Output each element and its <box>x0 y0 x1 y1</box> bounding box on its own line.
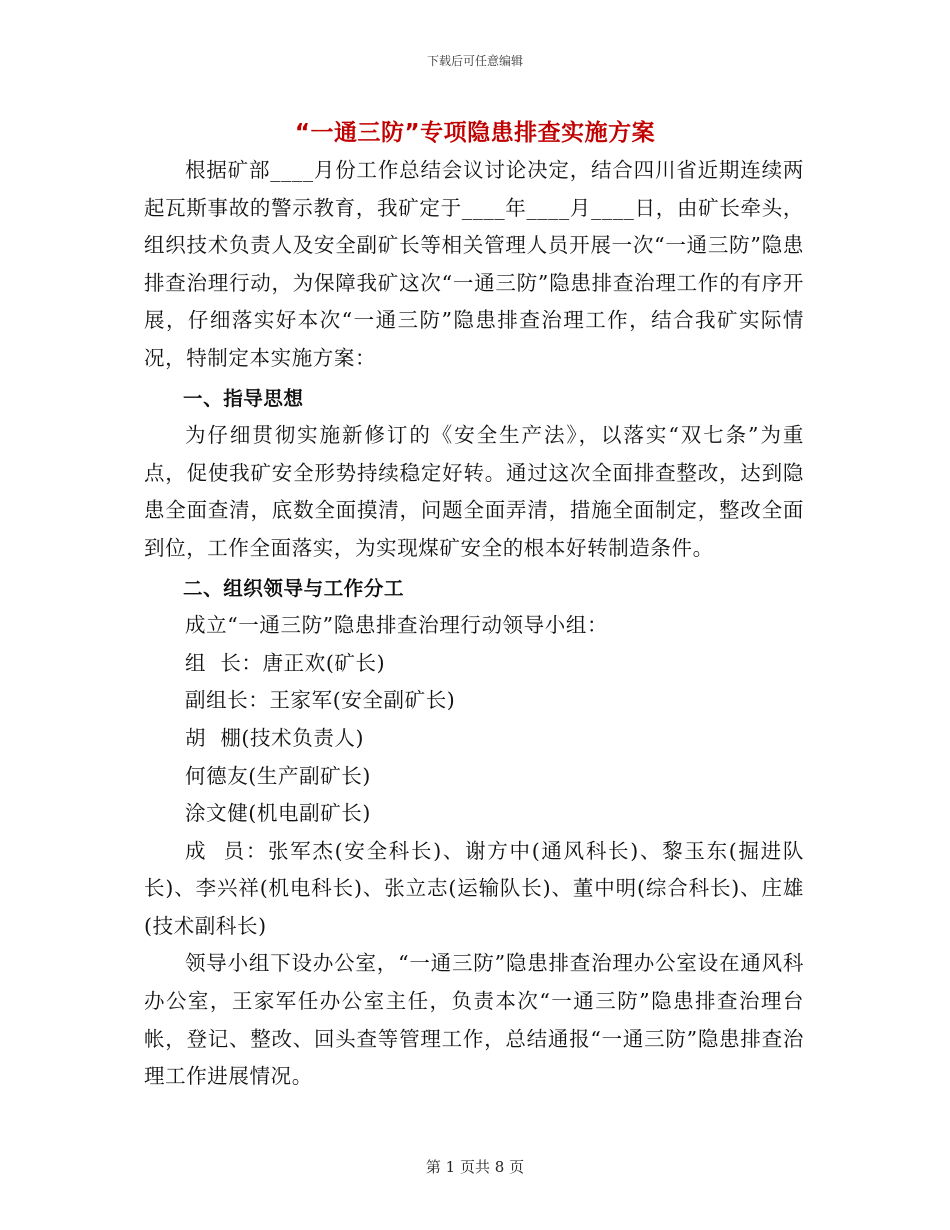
guiding-ideology-paragraph: 为仔细贯彻实施新修订的《安全生产法》，以落实“双七条”为重点，促使我矿安全形势持续稳定好转。通过这次全面排查整改，达到隐患全面查清，底数全面摸清，问题全面弄清，措施全面制定，整改全面到位，工作全面落实，为实现煤矿安全的根本好转制造条件。 <box>144 423 804 560</box>
document-title: “一通三防”专项隐患排查实施方案 <box>294 120 656 146</box>
deputy-leader-line-4: 涂文健(机电副矿长) <box>185 801 371 826</box>
deputy-leader-line-3: 何德友(生产副矿长) <box>185 763 371 788</box>
page-number-footer: 第 1 页共 8 页 <box>425 1158 525 1176</box>
group-leader-line: 组 长：唐正欢(矿长) <box>185 650 386 675</box>
deputy-leader-line: 副组长：王家军(安全副矿长) <box>185 688 456 713</box>
deputy-leader-line-2: 胡 棚(技术负责人) <box>185 725 365 750</box>
section-heading-organization: 二、组织领导与工作分工 <box>183 576 405 600</box>
leadership-group-intro: 成立“一通三防”隐患排查治理行动领导小组： <box>185 613 609 638</box>
intro-paragraph: 根据矿部____月份工作总结会议讨论决定，结合四川省近期连续两起瓦斯事故的警示教育，我矿定于____年____月____日，由矿长牵头，组织技术负责人及安全副矿长等相关管理人员开展一次“一通三防”隐患排查治理行动，为保障我矿这次“一通三防”隐患排查治理工作的有序开展，仔细落实好本次“一通三防”隐患排查治理工作，结合我矿实际情况，特制定本实施方案： <box>144 158 804 370</box>
page-header: 下载后可任意编辑 <box>426 54 523 68</box>
office-paragraph: 领导小组下设办公室，“一通三防”隐患排查治理办公室设在通风科办公室，王家军任办公室主任，负责本次“一通三防”隐患排查治理台帐，登记、整改、回头查等管理工作，总结通报“一通三防”隐患排查治理工作进展情况。 <box>144 951 804 1089</box>
members-paragraph: 成 员：张军杰(安全科长)、谢方中(通风科长)、黎玉东(掘进队长)、李兴祥(机电科长)、张立志(运输队长)、董中明(综合科长)、庄雄(技术副科长) <box>144 838 804 938</box>
document-body <box>144 152 804 1096</box>
section-heading-guiding-ideology: 一、指导思想 <box>183 386 304 410</box>
